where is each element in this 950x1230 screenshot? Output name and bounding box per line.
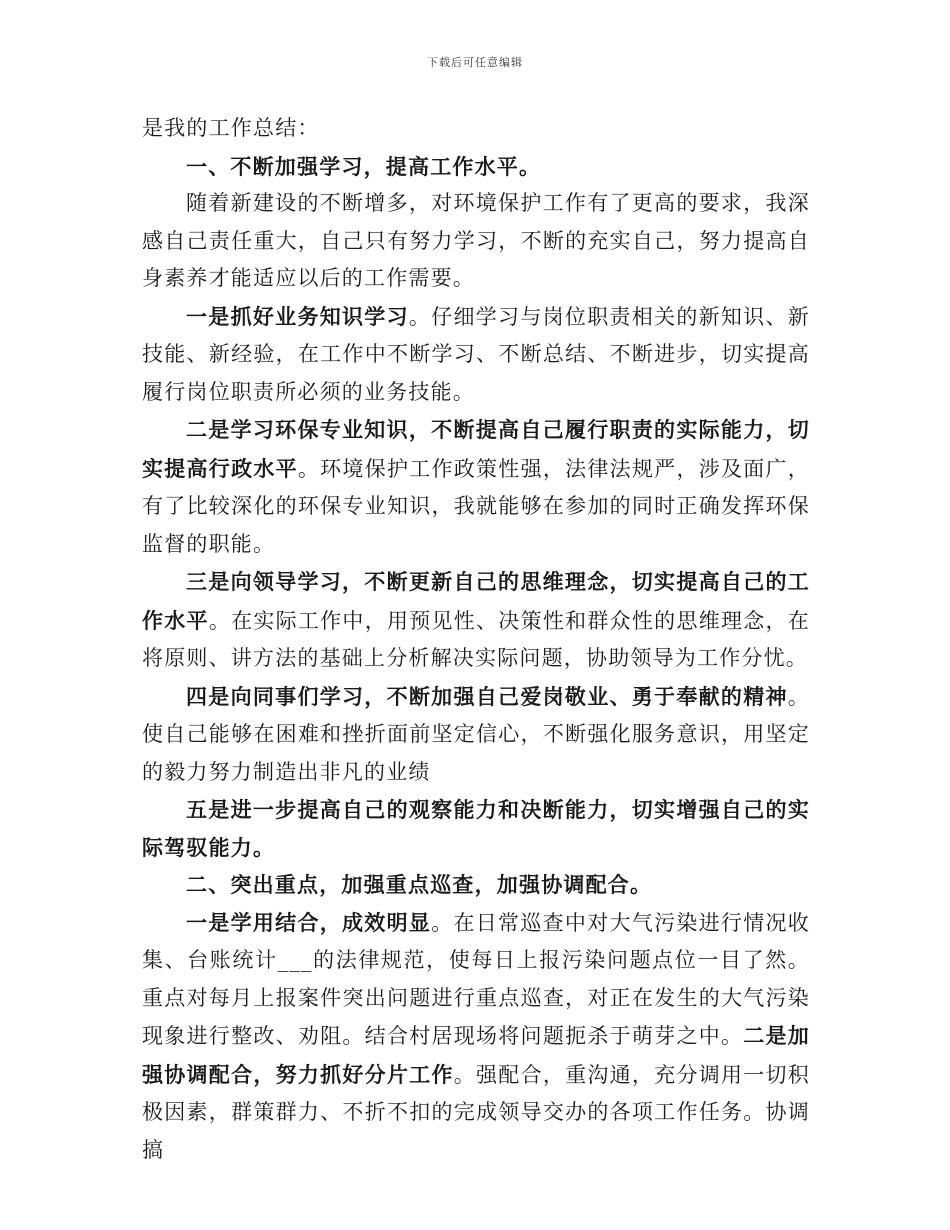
document-body <box>142 110 810 1169</box>
paragraph-text-2: 。强配合，重沟通，充分调用一切积极因素，群策群力、不折不扣的完成领导交办的各项工作任务。协调搞 <box>142 1062 810 1162</box>
paragraph-text: 随着新建设的不断增多，对环境保护工作有了更高的要求，我深感自己责任重大，自己只有努力学习，不断的充实自己，努力提高自身素养才能适应以后的工作需要。 <box>142 191 810 290</box>
paragraph-heading-text: 五是进一步提高自己的观察能力和决断能力，切实增强自己的实际驾驭能力。 <box>142 797 810 860</box>
paragraph-point-2 <box>142 411 810 563</box>
paragraph-point-1 <box>142 298 810 412</box>
intro-line <box>142 110 810 148</box>
paragraph-text: 。使自己能够在困难和挫折面前坚定信心，不断强化服务意识，用坚定的毅力努力制造出非凡的业绩 <box>142 684 810 784</box>
paragraph-lead: 一是学用结合，成效明显 <box>186 909 432 935</box>
paragraph-text: 。仔细学习与岗位职责相关的新知识、新技能、新经验，在工作中不断学习、不断总结、不断进步，切实提高履行岗位职责所必须的业务技能。 <box>142 304 810 404</box>
section-heading-2-text: 二、突出重点，加强重点巡查，加强协调配合。 <box>186 872 653 897</box>
paragraph-text: 。在日常巡查中对大气污染进行情况收集、台账统计___的法律规范，使每日上报污染问题点位一目了然。重点对每月上报案件突出问题进行重点巡查，对正在发生的大气污染现象进行整改、劝阻。结合村居现场将问题扼杀于萌芽之中。 <box>142 910 811 1048</box>
paragraph-environment-requirements <box>142 185 810 298</box>
section-heading-1-text: 一、不断加强学习，提高工作水平。 <box>186 153 542 179</box>
paragraph-lead-2: 二是加强协调配合，努力抓好分片工作 <box>142 1023 810 1087</box>
paragraph-lead: 四是向同事们学习，不断加强自己爱岗敬业、勇于奉献的精神 <box>186 683 788 709</box>
paragraph-inspection <box>142 904 810 1170</box>
section-heading-2 <box>142 866 810 904</box>
paragraph-lead: 三是向领导学习，不断更新自己的思维理念，切实提高自己的工作水平 <box>142 569 810 633</box>
paragraph-lead: 一是抓好业务知识学习 <box>186 303 409 329</box>
paragraph-text: 。在实际工作中，用预见性、决策性和群众性的思维理念，在将原则、讲方法的基础上分析解决实际问题，协助领导为工作分忧。 <box>142 608 810 670</box>
paragraph-point-3 <box>142 563 810 678</box>
page-header-note: 下载后可任意编辑 <box>427 56 523 69</box>
paragraph-point-5 <box>142 791 810 866</box>
paragraph-text: 。环境保护工作政策性强，法律法规严，涉及面广，有了比较深化的环保专业知识，我就能够在参加的同时正确发挥环保监督的职能。 <box>142 456 810 556</box>
intro-text: 是我的工作总结： <box>142 116 320 140</box>
paragraph-point-4 <box>142 678 810 792</box>
paragraph-lead: 二是学习环保专业知识，不断提高自己履行职责的实际能力，切实提高行政水平 <box>142 417 810 481</box>
section-heading-1 <box>142 148 810 186</box>
